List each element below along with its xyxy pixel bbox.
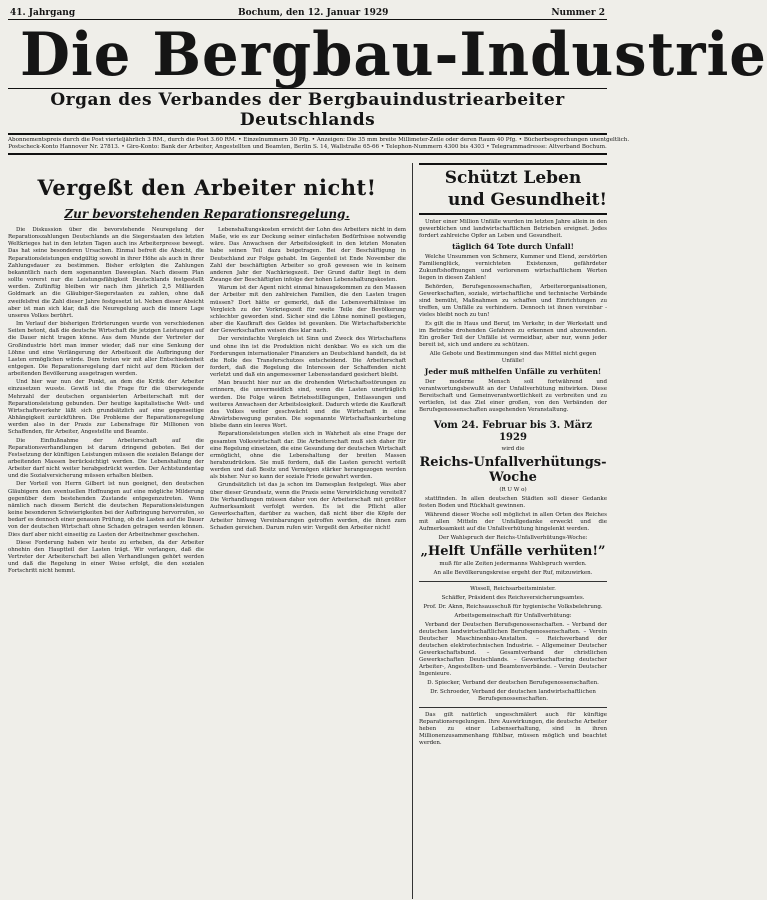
article-column-1 xyxy=(8,227,204,577)
paragraph: Diese Forderung haben wir heute zu erheben, da der Arbeiter ohnehin den Hauptteil der Lasten trägt. Wir verlangen, daß die Vertreter der Arbeiterschaft bei allen Verhandlungen gehört werden und daß die Regelung in einer Weise erfolgt, die den sozialen Fortschritt nicht hemmt. xyxy=(8,539,204,575)
motto-follow-2: An alle Bevölkerungskreise ergeht der Ruf, mitzuwirken. xyxy=(433,570,593,576)
sidebar-title xyxy=(419,163,607,215)
info-line-1: Abonnementspreis durch die Post vierteljährlich 3 RM., durch die Post 3.60 RM. • Einzelnummern 30 Pfg. • Anzeigen: Die 35 mm breite Millimeter-Zeile oder deren Raum 40 Pfg. • Bücherbesprechungen unentgeltlich. xyxy=(8,137,630,143)
paragraph: Lebenshaltungskosten erreicht der Lohn des Arbeiters nicht in dem Maße, wie es zur Deckung seiner einfachsten Bedürfnisse notwendig wäre. Das Anwachsen der Arbeitslosigkeit in den letzten Monaten habe seinen Teil dazu beigetragen. Bei der Beschäftigung in Deutschland zur Folge gehabt. Im Gegenteil ist Ende November die Zahl der beschäftigten Arbeiter so groß gewesen wie in keinem anderen Jahr der Nachkriegszeit. Der Grund dafür liegt in dem Zwange der Beschäftigten infolge der hohen Lebenshaltungskosten. xyxy=(210,227,406,284)
top-line xyxy=(8,6,607,20)
sidebar-paragraph: Der moderne Mensch soll fortwährend und verantwortungsbewußt an der Unfallverhütung mitwirken. Diese Bereitschaft und Gemeinverantwortlichkeit zu verbreiten und zu vertiefen, ist das Ziel einer großen, von den Verbänden der Berufsgenossenschaften ausgehenden Veranstaltung. xyxy=(419,379,607,413)
paragraph: Reparationsleistungen stellen sich in Wahrheit als eine Frage der gesamten Volkswirtschaft dar. Die Arbeiterschaft muß sich daher für eine Regelung einsetzen, die eine Gesundung der deutschen Wirtschaft ermöglicht, ohne die Lebenshaltung der breiten Massen herabzudrücken. Sie muß fordern, daß die Lasten gerecht verteilt werden und daß Besitz und Vermögen stärker herangezogen werden als bisher. Nur so kann der soziale Friede gewahrt werden. xyxy=(210,431,406,481)
masthead-title: Die Bergbau-Industrie xyxy=(19,20,767,90)
motto-intro: Der Wahlspruch der Reichs-Unfallverhütungs-Woche: xyxy=(438,535,588,541)
publication-info xyxy=(8,133,630,155)
sidebar-paragraph: Während dieser Woche soll möglichst in allen Orten des Reiches mit allen Mitteln der Unfallgedanke erweckt und die Aufmerksamkeit auf die Unfallverhütung hingelenkt werden. xyxy=(419,512,607,532)
wird-die: wird die xyxy=(501,446,525,452)
signatory: Dr. Schroeder, Verband der deutschen landwirtschaftlichen Berufsgenossenschaften. xyxy=(430,689,596,702)
committee-members: Verband der Deutschen Berufsgenossenschaften. – Verband der deutschen landwirtschaftlichen Berufsgenossenschaften. – Verein Deutscher Maschinenbau-Anstalten. – Reichsverband der deutschen elektrotechnischen Industrie. – Allgemeiner Deutscher Gewerkschaftsbund. – Gesamtverband der christlichen Gewerkschaften Deutschlands. – Gewerkschaftsring deutscher Arbeiter-, Angestellten- und Beamtenverbände. – Verein Deutscher Ingenieure. xyxy=(419,622,607,677)
sidebar-paragraph: Es gilt die in Haus und Beruf, im Verkehr, in der Werkstatt und im Betriebe drohenden Gefahren zu erkennen und abzuwenden. Ein großer Teil der Unfälle ist vermeidbar, aber nur, wenn jeder bereit ist, sich und andere zu schützen. xyxy=(419,321,607,348)
closing-paragraph: Das gilt natürlich ungeschmälert auch für künftige Reparationsregelungen. Ihre Auswirkungen, die deutsche Arbeiter heben zu einer Lebenserhaltung, sind in ihren Millionenzusammenhang fühlbar, müssen möglich und beachtet werden. xyxy=(419,712,607,746)
daily-deaths: täglich 64 Tote durch Unfall! xyxy=(452,242,574,251)
sidebar-paragraph: Welche Unsummen von Schmerz, Kummer und Elend, zerstörten Familienglück, vernichteten Existenzen, gefährdeter Zukunftshoffnungen und verlorenem wirtschaftlichem Werten liegen in diesen Zahlen! xyxy=(419,254,607,281)
masthead-subtitle: Organ des Verbandes der Bergbauindustriearbeiter Deutschlands xyxy=(8,88,607,130)
signatory: Schäffer, Präsident des Reichsversicherungsamtes. xyxy=(441,595,585,601)
newspaper-page xyxy=(8,6,767,896)
signatory: Wissell, Reichsarbeitsminister. xyxy=(470,586,556,592)
info-line-2: Postscheck-Konto Hannover Nr. 27813. • Giro-Konto: Bank der Arbeiter, Angestellten und Beamten, Berlin S. 14, Wallstraße 65-66 • Telephon-Nummern 4300 bis 4303 • Telegrammadresse: Altverband Bochum. xyxy=(8,144,607,150)
sidebar-paragraph: Alle Gebote und Bestimmungen sind das Mittel nicht gegen Unfälle! xyxy=(429,351,597,364)
paragraph: Warum ist der Agent nicht einmal hinausgekommen zu den Massen der Arbeiter mit den zahlreichen Familien, die den Lasten tragen müssen? Dort hätte er gemerkt, daß die Lebensverhältnisse im Vergleich zu der Vorkriegszeit für weite Teile der Bevölkerung schlechter geworden sind. Sicher sind die Löhne nominell gestiegen, aber die Kaufkraft des Geldes ist gesunken. Die Wirtschaftsberichte der Gewerkschaften weisen dies klar nach. xyxy=(210,285,406,335)
article-column-2 xyxy=(210,227,406,577)
paragraph: Und hier war nun der Punkt, an dem die Kritik der Arbeiter einzusetzen wusste. Gewiß ist die Frage für die überwiegende Mehrzahl der deutschen organisierten Arbeiterschaft mit der Reparationsleistung gebunden. Der heutige kapitalistische Welt- und Wirtschaftsverkehr läßt sich grundsätzlich auf eine gegenseitige Abhängigkeit zurückführen. Die Probleme der Reparationsregelung werden also in der Praxis zur Lebensfrage für Millionen von Schaffenden, für Arbeiter, Angestellte und Beamte. xyxy=(8,379,204,436)
issue-number: Nummer 2 xyxy=(551,8,605,18)
call-to-action: Jeder muß mithelfen Unfälle zu verhüten! xyxy=(424,367,602,376)
article-body xyxy=(8,227,406,577)
divider xyxy=(419,707,607,708)
signatory: Prof. Dr. Aknn, Reichsausschuß für hygienische Volksbelehrung. xyxy=(423,604,603,610)
paragraph: Der vereinfachte Vergleich ist Sinn und Zweck des Wirtschaftens und ohne ihn ist die Produktion nicht denkbar. Wo es sich um die Forderungen internationaler Finanziers an Deutschland handelt, da ist die Rolle des Transferschutzes entscheidend. Die Arbeiterschaft fordert, daß die Regelung die Interessen der Schaffenden nicht verletzt und daß ein angemessener Lebensstandard gesichert bleibt. xyxy=(210,336,406,379)
signatory: D. Spiecker, Verband der deutschen Berufsgenossenschaften. xyxy=(427,680,599,686)
committee-heading: Arbeitsgemeinschaft für Unfallverhütung: xyxy=(454,613,572,619)
main-article xyxy=(8,163,413,899)
article-subhead: Zur bevorstehenden Reparationsregelung. xyxy=(64,207,350,221)
content-columns xyxy=(8,163,607,899)
motto: „Helft Unfälle verhüten!” xyxy=(420,544,606,559)
sidebar-paragraph: Behörden, Berufsgenossenschaften, Arbeiterorganisationen, Gewerkschaften, soziale, wirtschaftliche und technische Verbände sind bemüht, Maßnahmen zu schaffen und Einrichtungen zu treffen, um Unfälle zu verhindern. Dennoch ist ihnen vereinbar - vieles bleibt noch zu tun! xyxy=(419,284,607,318)
paragraph: Die Diskussion über die bevorstehende Neuregelung der Reparationszahlungen Deutschlands an die Siegerstaaten des letzten Weltkrieges hat in den letzten Tagen auch ins Arbeiterpresse bewegt. Das hat seine besonderen Ursachen. Einmal befreit die Absicht, die Reparationsleistungen endgültig sowohl in ihrer Höhe als auch in ihrer Zahlungsdauer zu bestimmen. Bisher erfolgten die Zahlungen bekanntlich nach dem sogenannten Dawesplan. Nach diesem Plan sollte vorerst nur die Leistungsfähigkeit Deutschlands festgestellt werden. Zufünftig bleiben wir nach ihm jährlich 2,5 Milliarden Goldmark an die Gläubiger-Siegerstaaten zu zahlen, ohne daß zweifelsfrei die Zahl dieser Jahre festgesetzt ist. Neben dieser Absicht aber ist man sich klar, daß die Neuregelung auch die innere Lage unseres Volkes berührt. xyxy=(8,227,204,319)
sidebar-intro: Unter einer Million Unfälle wurden im letzten Jahre allein in den gewerblichen und landwirtschaftlichen Betrieben ereignet. Jedes fordert zahlreiche Opfer an Leben und Gesundheit. xyxy=(419,219,607,239)
sidebar-appeal xyxy=(419,163,607,899)
motto-follow: muß für alle Zeiten jedermanns Wahlspruch werden. xyxy=(439,561,587,567)
paragraph: Im Verlauf der bisherigen Erörterungen wurde von verschiedenen Seiten betont, daß die deutsche Wirtschaft die jetzigen Leistungen auf die Dauer nicht tragen könne. Aus dem Munde der Vertreter der Großindustrie hört man immer wieder, daß nur eine Senkung der Löhne und eine Verlängerung der Arbeitszeit die Aufbringung der Lasten ermöglichen würde. Dem treten wir mit aller Entschiedenheit entgegen. Die Reparationsregelung darf nicht auf dem Rücken der arbeitenden Bevölkerung ausgetragen werden. xyxy=(8,321,204,378)
paragraph: Grundsätzlich ist das ja schon im Damesplan festgelegt. Was aber über dieser Grundsatz, wenn die Praxis seine Verwirklichung vereitelt? Die Verhandlungen müssen daher von der Arbeiterschaft mit größter Aufmerksamkeit verfolgt werden. Es ist die Pflicht aller Gewerkschaften, darüber zu wachen, daß nicht über die Köpfe der Arbeiter hinweg Vereinbarungen getroffen werden, die ihnen zum Schaden gereichen. Darum rufen wir: Vergeßt den Arbeiter nicht! xyxy=(210,482,406,532)
volume-label: 41. Jahrgang xyxy=(10,8,76,18)
sidebar-paragraph: stattfinden. In allen deutschen Städten soll dieser Gedanke festen Boden und Rückhalt gewinnen. xyxy=(419,496,607,509)
article-headline: Vergeßt den Arbeiter nicht! xyxy=(37,175,377,200)
sidebar-title-line-1: Schützt Leben xyxy=(444,168,582,188)
issue-date: Bochum, den 12. Januar 1929 xyxy=(238,8,389,18)
paragraph: Man braucht hier nur an die drohenden Wirtschaftsstörungen zu erinnern, die unvermeidlich sind, wenn die Lasten unerträglich werden. Die Folge wären Betriebsstilllegungen, Entlassungen und weiteres Anwachsen der Arbeitslosigkeit. Dadurch würde die Kaufkraft des Volkes weiter geschwächt und die Wirtschaft in eine Abwärtsbewegung geraten. Die sogenannte Wirtschaftsankurbelung bliebe dann ein leeres Wort. xyxy=(210,380,406,430)
divider xyxy=(419,581,607,582)
paragraph: Der Vorteil von Herrn Gilbert ist nun geeignet, den deutschen Gläubigern den eventuellen Hoffnungen auf eine mögliche Milderung gegenüber dem bestehenden Zustande entgegenzutreten. Wenn nämlich nach diesem Bericht die deutschen Reparationsleistungen keine besonderen Schwierigkeiten bei der Aufbringung hervorrufen, so bedarf es dennoch einer genauen Prüfung, ob die Lasten auf die Dauer von der deutschen Wirtschaft ohne Schaden getragen werden können. Dies darf aber nicht einseitig zu Lasten der Arbeitnehmer geschehen. xyxy=(8,481,204,538)
sidebar-title-line-2: und Gesundheit! xyxy=(448,190,607,210)
event-dates: Vom 24. Februar bis 3. März 1929 xyxy=(433,420,593,443)
event-name: Reichs-Unfallverhütungs-Woche xyxy=(419,455,607,485)
event-abbreviation: (R U W o) xyxy=(499,487,527,493)
paragraph: Die Einflußnahme der Arbeiterschaft auf die Reparationsverhandlungen ist darum dringend geboten. Bei der Festsetzung der künftigen Leistungen müssen die sozialen Belange der arbeitenden Massen berücksichtigt werden. Die Lebenshaltung der Arbeiter darf nicht weiter herabgedrückt werden. Der Achtstundentag und die Sozialversicherung müssen erhalten bleiben. xyxy=(8,437,204,480)
